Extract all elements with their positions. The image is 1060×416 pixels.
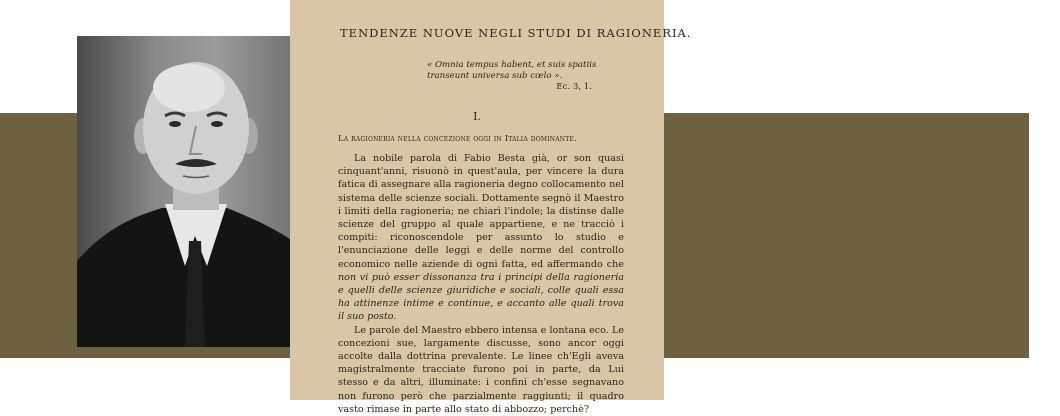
paragraph-1-plain: La nobile parola di Fabio Besta già, or son quasi cinquant'anni, risuonò in quest'aula, per vincere la dura fatica di assegnare alla ragioneria degno collocamento nel sistema delle scienze sociali. Dottamente segnò il Maestro i limiti della ragioneria; ne chiarì l'indole; la distinse dalle scienze del gruppo al quale appartiene, e ne tracciò i compiti: riconoscendole per assunto lo studio e l'enunciazione delle leggi e delle norme del controllo economico nelle aziende di ogni fatta, ed affermando che: [338, 153, 624, 270]
paragraph-1: [338, 152, 624, 324]
book-page: [290, 0, 692, 415]
body-text: [338, 152, 624, 416]
epigraph-reference: Ec. 3, 1.: [556, 82, 592, 92]
epigraph-line-2: transeunt universa sub cœlo ».: [427, 71, 563, 81]
portrait-illustration: [77, 36, 306, 347]
paragraph-2: Le parole del Maestro ebbero intensa e lontana eco. Le concezioni sue, largamente discusse, sono ancor oggi accolte dalla dottrina prevalente. Le linee ch'Egli aveva magistralmente tracciate furono poi in parte, da Lui stesso e da altri, illuminate: i confini ch'esse segnavano non furono però che parzialmente raggiunti; il quadro vasto rimase in parte allo stato di abbozzo; perchè?: [338, 324, 624, 415]
section-number: I.: [473, 110, 481, 123]
epigraph-line-1: « Omnia tempus habent, et suis spatiis: [427, 60, 597, 70]
paragraph-1-italic: non vi può esser dissonanza tra i principi della ragioneria e quelli delle scienze giuridiche e sociali, colle quali essa ha attinenze intime e continue, e accanto alle quali trova il suo posto.: [338, 271, 624, 323]
portrait-photo: [77, 36, 306, 347]
page-title: TENDENZE NUOVE NEGLI STUDI DI RAGIONERIA.: [340, 26, 692, 40]
epigraph: [427, 60, 597, 82]
section-heading: La ragioneria nella concezione oggi in Italia dominante.: [338, 133, 577, 143]
